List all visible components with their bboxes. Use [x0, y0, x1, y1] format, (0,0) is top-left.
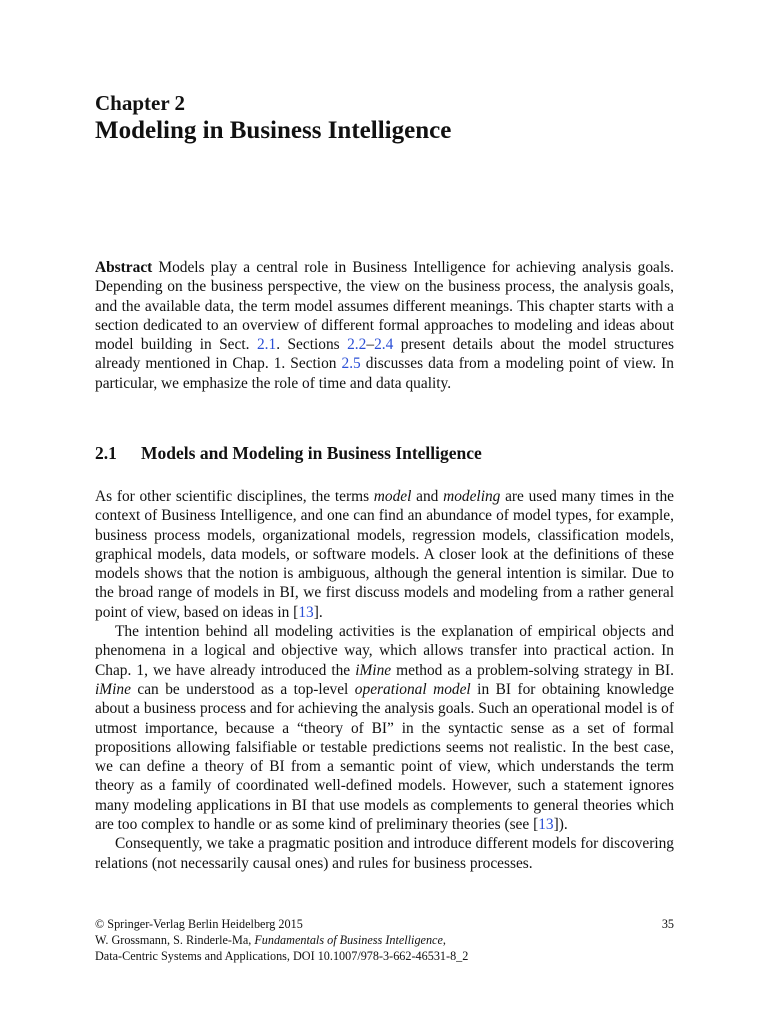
book-title: Fundamentals of Business Intelligence [254, 932, 443, 947]
page-number: 35 [661, 917, 674, 931]
text-run: ]). [553, 816, 568, 834]
text-run: As for other scientific disciplines, the terms [95, 488, 374, 505]
text-run: are used many times in the context of Business Intelligence, and one can find an abundance of model types, for example, business process models, organizational models, regression models, classification models, graphical models, data models, or software models. A closer look at the definitions of these models shows that the notion is ambiguous, although the general intention is similar. Due to the broad range of models in BI, we first discuss models and modeling from a rather general point of view, based on ideas in [ [95, 488, 674, 621]
citation-13[interactable]: 13 [538, 816, 554, 834]
footer-row [95, 917, 674, 933]
section-number: 2.1 [95, 443, 117, 463]
text-run: The intention behind all modeling activities is the explanation of empirical objects and phenomena in a logical and objective way, which allows transfer into practical action. In Chap. 1, we have already introduced the [95, 623, 674, 679]
chapter-title: Modeling in Business Intelligence [95, 117, 452, 144]
text-run: and [411, 488, 444, 505]
section-heading [95, 442, 482, 464]
text-run: method as a problem-solving strategy in BI. [391, 661, 675, 679]
ref-section-2-1[interactable]: 2.1 [256, 336, 277, 354]
citation-13[interactable]: 13 [298, 603, 314, 621]
emphasis: iMine [95, 680, 131, 698]
text-run: Consequently, we take a pragmatic position and introduce different models for discovering relations (not necessarily causal ones) and rules for business processes. [95, 835, 674, 872]
abstract-text: present details about the model structures already mentioned in Chap. 1. Section [95, 336, 674, 373]
body-text [95, 487, 674, 873]
abstract [95, 258, 674, 393]
text-run: in BI for obtaining knowledge about a business process and for achieving the analysis goals. Such an operational model is of utmost importance, because a “theory of BI” in the syntactic sense as a set of formal propositions allowing falsifiable or testable predictions seems not realistic. In the best case, we can define a theory of BI from a semantic point of view, which understands the term theory as a family of coordinated well-defined models. However, such a statement ignores many modeling applications in BI that use models as complements to general theories which are too complex to handle or as some kind of preliminary theories (see [ [95, 680, 674, 834]
copyright-notice: © Springer-Verlag Berlin Heidelberg 2015 [95, 917, 303, 931]
abstract-text: Models play a central role in Business Intelligence for achieving analysis goals. Depending on the business perspective, the view on the business process, the analysis goals, and the available data, the term model assumes different meanings. This chapter starts with a section dedicated to an overview of different formal approaches to modeling and ideas about model building in Sect. [95, 259, 674, 354]
abstract-text: discusses data from a modeling point of view. In particular, we emphasize the role of time and data quality. [95, 355, 674, 392]
ref-section-2-4[interactable]: 2.4 [374, 336, 394, 354]
authors: W. Grossmann, S. Rinderle-Ma, [95, 932, 255, 947]
emphasis: iMine [355, 661, 392, 679]
emphasis: model [373, 488, 412, 505]
page-footer [95, 917, 674, 964]
citation-line [95, 933, 674, 949]
paragraph [95, 834, 674, 873]
text-run: can be understood as a top-level [130, 680, 355, 698]
abstract-text: . Sections [276, 336, 348, 354]
emphasis: operational model [354, 680, 471, 698]
ref-section-2-2[interactable]: 2.2 [347, 336, 367, 354]
punctuation: , [442, 932, 446, 947]
abstract-label: Abstract [95, 259, 153, 276]
series-doi: Data-Centric Systems and Applications, DOI 10.1007/978-3-662-46531-8_2 [95, 948, 469, 963]
emphasis: modeling [443, 488, 501, 505]
abstract-text: – [366, 336, 375, 354]
paragraph [95, 622, 674, 834]
section-title: Models and Modeling in Business Intelligence [141, 443, 482, 463]
paragraph [95, 487, 674, 622]
ref-section-2-5[interactable]: 2.5 [341, 355, 361, 373]
chapter-label: Chapter 2 [95, 91, 186, 115]
text-run: ]. [313, 603, 323, 621]
